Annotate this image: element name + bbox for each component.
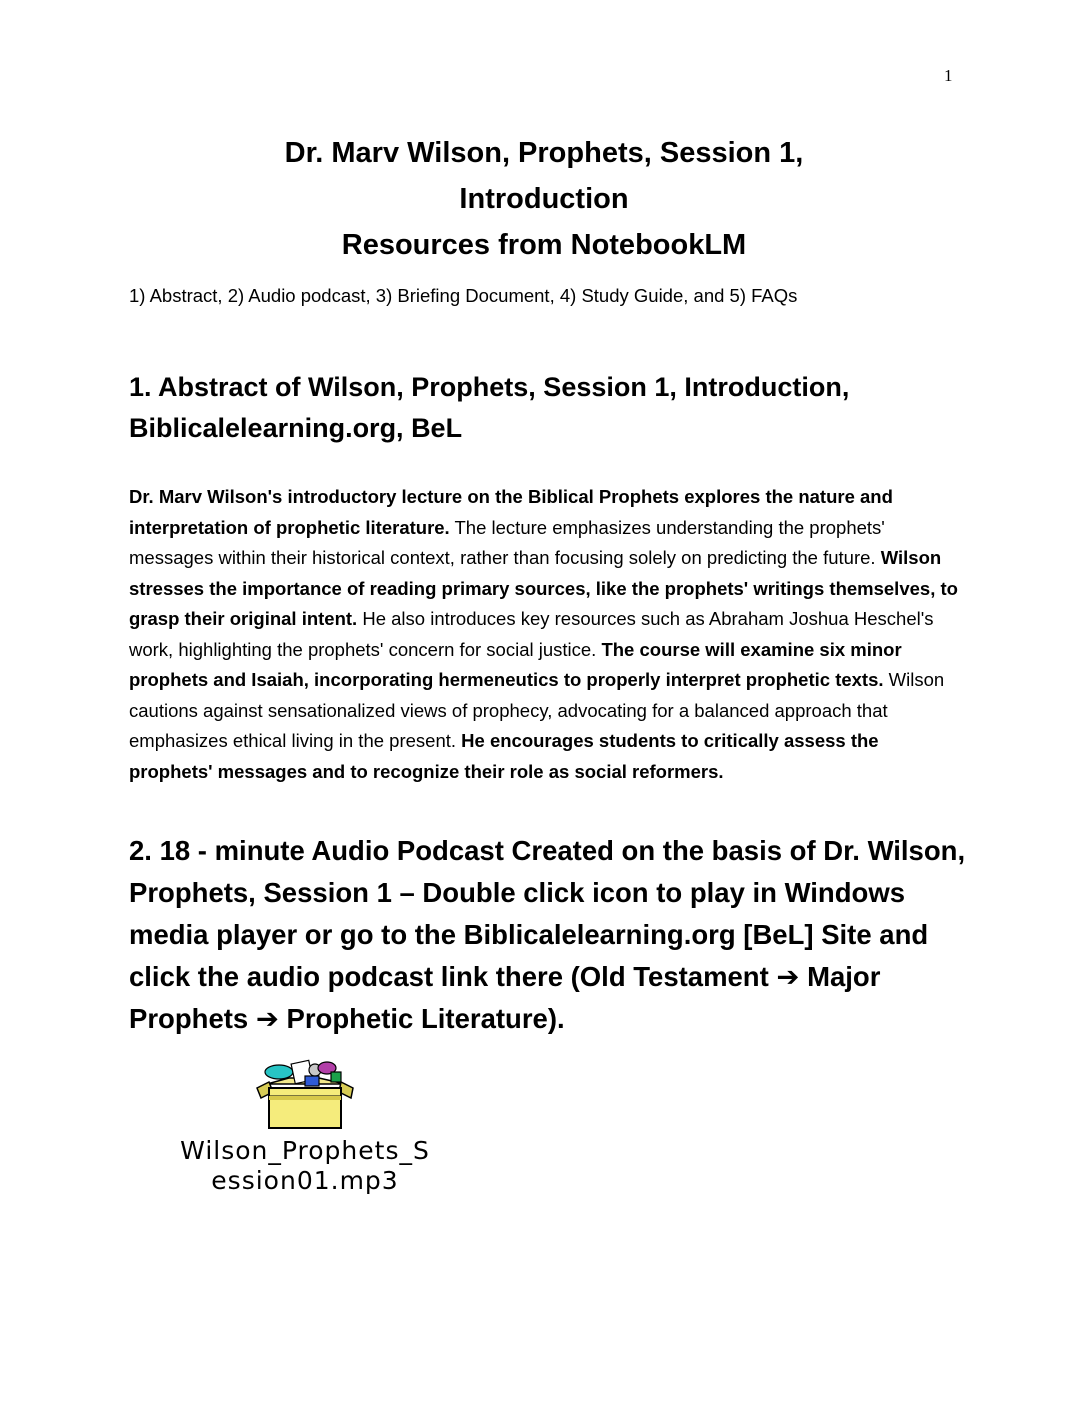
file-label-line-2: ession01.mp3 — [211, 1166, 399, 1195]
audio-file-label[interactable] — [130, 1136, 480, 1196]
audio-file-attachment[interactable] — [130, 1058, 480, 1196]
abstract-part-3: Wilson stresses the importance of reading primary sources, like the prophets' writings themselves, to grasp their original intent. — [129, 547, 958, 629]
abstract-part-4: He also introduces key resources such as Abraham Joshua Heschel's work, highlighting the prophets' concern for social justice. — [129, 608, 934, 660]
title-line-1: Dr. Marv Wilson, Prophets, Session 1, — [284, 137, 804, 169]
abstract-part-7: He encourages students to critically assess the prophets' messages and to recognize their role as social reformers. — [129, 730, 879, 782]
section-2-heading-text-2: Major Prophets — [129, 961, 881, 1034]
title-line-3: Resources from NotebookLM — [341, 229, 747, 261]
section-2-heading-text-1: 2. 18 - minute Audio Podcast Created on the basis of Dr. Wilson, Prophets, Session 1 – Double click icon to play in Windows media player or go to the Biblicalelearning.org [BeL] Site and click the audio podcast link there (Old Testament — [129, 835, 966, 992]
file-label-line-1: Wilson_Prophets_S — [180, 1136, 430, 1165]
abstract-part-2: The lecture emphasizes understanding the prophets' messages within their historical context, rather than focusing solely on predicting the future. — [129, 516, 885, 568]
section-2-heading-text-3: Prophetic Literature). — [278, 1003, 565, 1034]
section-1-heading: 1. Abstract of Wilson, Prophets, Session 1, Introduction, Biblicalelearning.org, BeL — [129, 372, 850, 443]
arrow-right-icon: ➔ — [776, 961, 800, 993]
abstract-part-5: The course will examine six minor prophets and Isaiah, incorporating hermeneutics to properly interpret prophetic texts. — [129, 638, 902, 690]
section-2-heading — [129, 830, 969, 1040]
abstract-part-6: Wilson cautions against sensationalized views of prophecy, advocating for a balanced approach that emphasizes ethical living in the present. — [129, 669, 945, 751]
abstract-paragraph — [129, 482, 961, 787]
resource-list: 1) Abstract, 2) Audio podcast, 3) Briefing Document, 4) Study Guide, and 5) FAQs — [129, 285, 798, 306]
arrow-right-icon: ➔ — [255, 1003, 279, 1035]
package-icon[interactable] — [249, 1058, 361, 1132]
document-title — [0, 130, 1088, 268]
title-line-2: Introduction — [459, 183, 629, 215]
abstract-part-1: Dr. Marv Wilson's introductory lecture on the Biblical Prophets explores the nature and interpretation of prophetic literature. — [129, 486, 893, 538]
page-number: 1 — [944, 66, 953, 85]
